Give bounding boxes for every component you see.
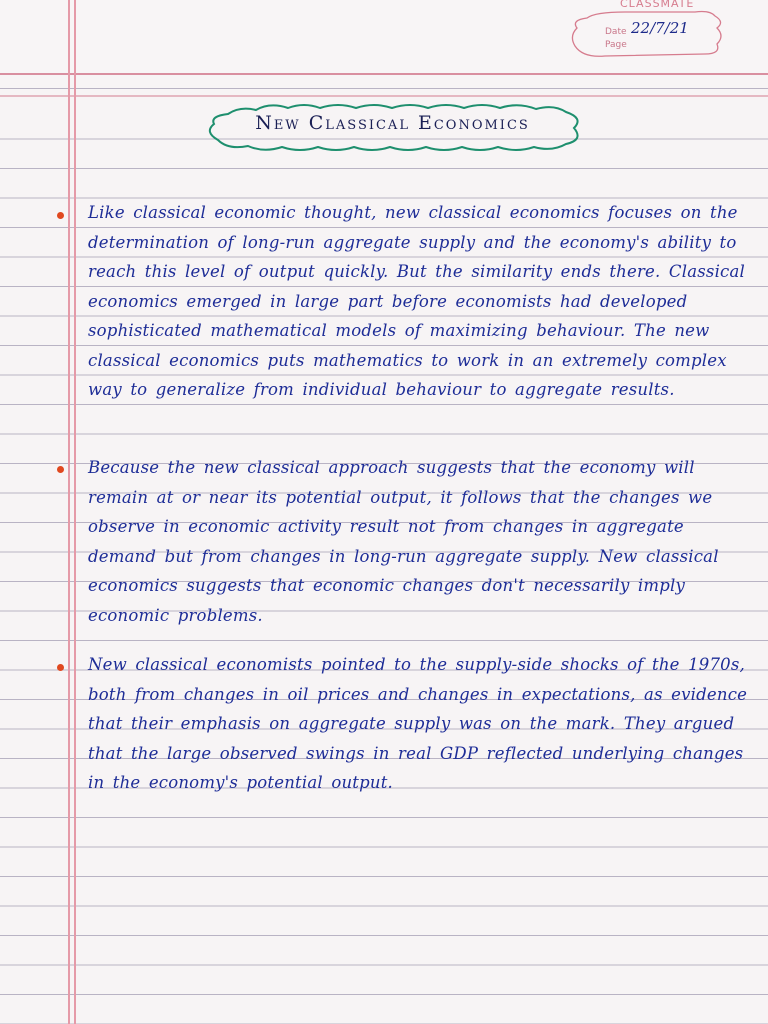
bullet-1 [57,212,64,219]
bullet-2 [57,466,64,473]
paragraph-2: Because the new classical approach suggests that the economy will remain at or near its potential output, it follows that the changes we observe in economic activity result not from changes in aggregate demand but from changes in long-run aggregate supply. New classical economics suggests that economic changes don't necessarily imply economic problems. [88,458,719,625]
margin-line-left [68,0,70,1024]
title-cloud [200,100,585,155]
date-page-box [565,6,725,62]
bullet-3 [57,664,64,671]
header-rule [0,73,768,75]
date-label: Date [605,27,627,37]
page-title: New Classical Economics [255,112,530,134]
paragraph-1: Like classical economic thought, new classical economics focuses on the determination of long-run aggregate supply and the economy's ability to reach this level of output quickly. But the similarity ends there. Classical economics emerged in large part before economists had developed sophisticated mathematical models of maximizing behaviour. The new classical economics puts mathematics to work in an extremely complex way to generalize from individual behaviour to aggregate results. [88,203,746,399]
header-rule-2 [0,95,768,97]
margin-line-right [74,0,76,1024]
notebook-brand: CLASSMATE [620,0,695,10]
date-value: 22/7/21 [631,19,689,37]
paragraph-3: New classical economists pointed to the supply-side shocks of the 1970s, both from changes in oil prices and changes in expectations, as evidence that their emphasis on aggregate supply was on the mark. They argued that the large observed swings in real GDP reflected underlying changes in the economy's potential output. [88,655,748,792]
page-label: Page [605,40,627,50]
